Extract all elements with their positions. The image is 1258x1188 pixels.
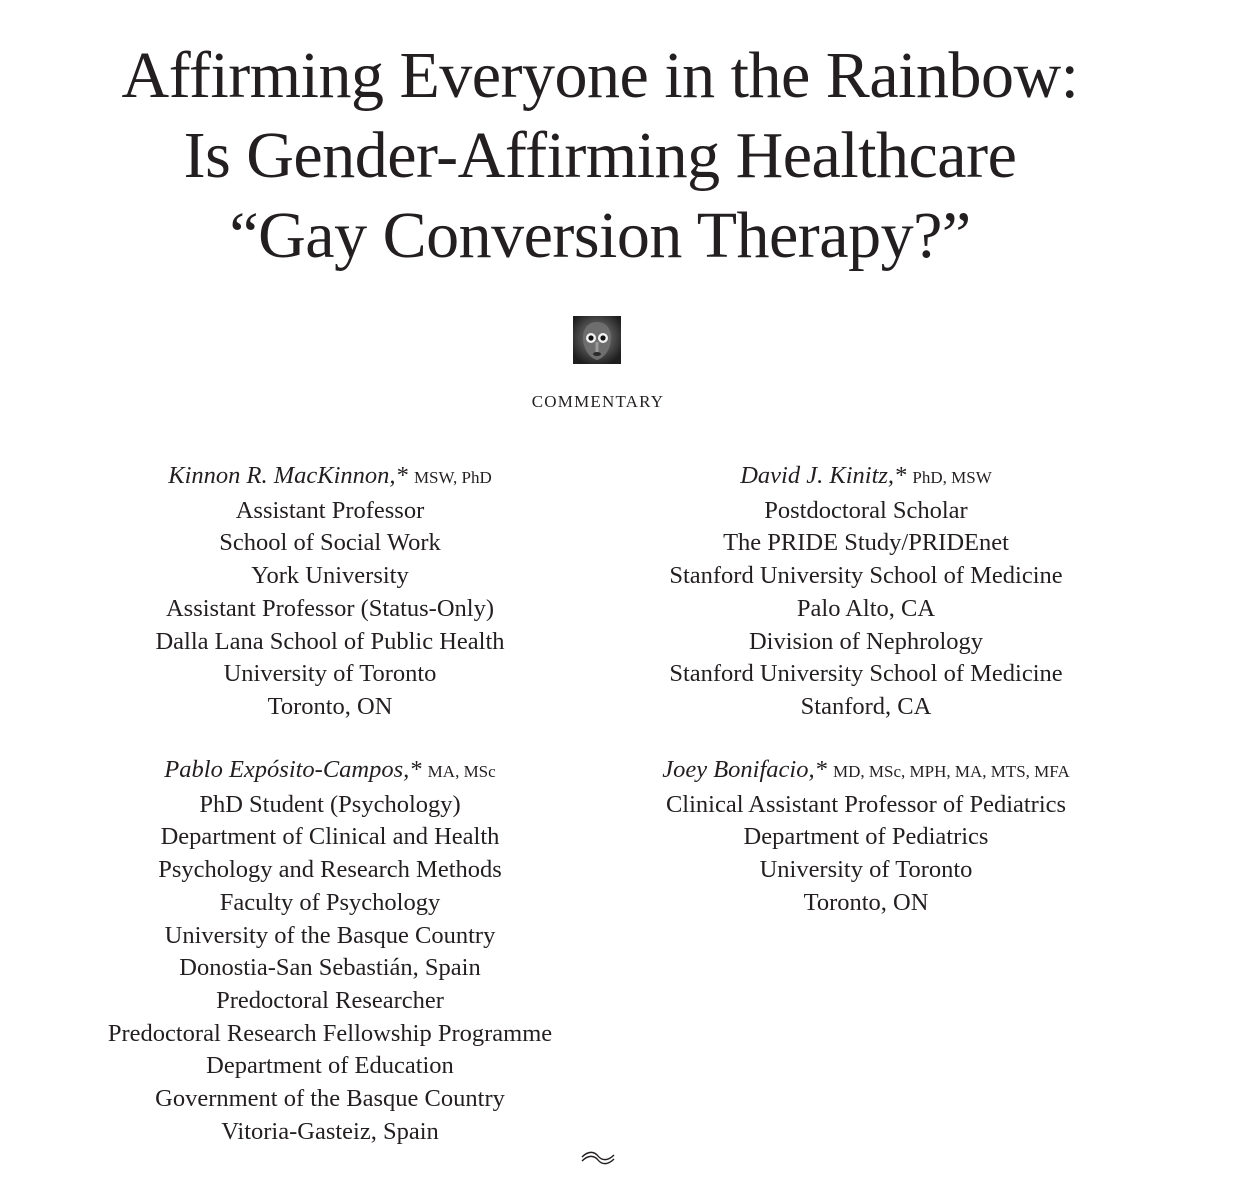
author-name: Kinnon R. MacKinnon,*	[168, 462, 408, 489]
author-name: Pablo Expósito-Campos,*	[164, 756, 422, 783]
affiliation-line: University of Toronto	[223, 660, 437, 688]
author-credentials: MSW, PhD	[413, 468, 492, 487]
affiliation-line: Toronto, ON	[267, 692, 393, 720]
author-name: David J. Kinitz,*	[740, 462, 907, 489]
author-credentials: MD, MSc, MPH, MA, MTS, MFA	[832, 762, 1070, 781]
author-credentials: MA, MSc	[427, 762, 496, 781]
author-block-exposito-campos	[80, 754, 580, 1148]
affiliation-line: Stanford University School of Medicine	[669, 660, 1063, 688]
affiliation-line: Vitoria-Gasteiz, Spain	[221, 1117, 439, 1145]
affiliation-line: Assistant Professor	[235, 496, 425, 524]
affiliation-line: Faculty of Psychology	[219, 888, 441, 916]
affiliation-line: Department of Clinical and Health	[160, 823, 500, 851]
affiliation-line: University of Toronto	[759, 856, 973, 884]
affiliation-line: Donostia-San Sebastián, Spain	[179, 954, 481, 982]
affiliation-line: Postdoctoral Scholar	[764, 496, 968, 524]
affiliation-line: Toronto, ON	[803, 888, 929, 916]
affiliation-line: Department of Pediatrics	[743, 823, 989, 851]
affiliation-line: Dalla Lana School of Public Health	[155, 627, 505, 655]
journal-mask-logo-icon	[573, 316, 621, 364]
affiliation-line: University of the Basque Country	[164, 921, 496, 949]
article-title	[0, 36, 1200, 276]
author-block-mackinnon	[80, 460, 580, 724]
affiliation-line: Division of Nephrology	[748, 627, 984, 655]
author-block-bonifacio	[616, 754, 1116, 920]
affiliation-line: Predoctoral Research Fellowship Programme	[107, 1019, 553, 1047]
title-line-2: Is Gender-Affirming Healthcare	[183, 119, 1017, 192]
section-label: COMMENTARY	[531, 392, 665, 411]
author-credentials: PhD, MSW	[912, 468, 992, 487]
affiliation-line: PhD Student (Psychology)	[199, 790, 461, 818]
title-line-3: “Gay Conversion Therapy?”	[229, 199, 971, 272]
author-name-line	[616, 460, 1116, 495]
affiliation-line: Assistant Professor (Status-Only)	[165, 594, 494, 622]
affiliation-line: Stanford University School of Medicine	[669, 562, 1063, 590]
affiliation-line: Clinical Assistant Professor of Pediatrics	[665, 790, 1067, 818]
affiliation-line: Government of the Basque Country	[155, 1085, 505, 1113]
author-name: Joey Bonifacio,*	[662, 756, 827, 783]
author-name-line	[80, 460, 580, 495]
author-name-line	[616, 754, 1116, 789]
title-line-1: Affirming Everyone in the Rainbow:	[121, 39, 1079, 112]
affiliation-line: Predoctoral Researcher	[216, 986, 444, 1014]
affiliation-line: Stanford, CA	[800, 692, 932, 720]
author-block-kinitz	[616, 460, 1116, 724]
author-name-line	[80, 754, 580, 789]
affiliation-line: School of Social Work	[219, 529, 441, 557]
affiliation-line: Psychology and Research Methods	[158, 856, 502, 884]
affiliation-line: The PRIDE Study/PRIDEnet	[723, 529, 1009, 557]
affiliation-line: Department of Education	[206, 1052, 454, 1080]
tilde-ornament-icon	[578, 1148, 618, 1168]
affiliation-line: York University	[251, 562, 409, 590]
affiliation-line: Palo Alto, CA	[796, 594, 936, 622]
